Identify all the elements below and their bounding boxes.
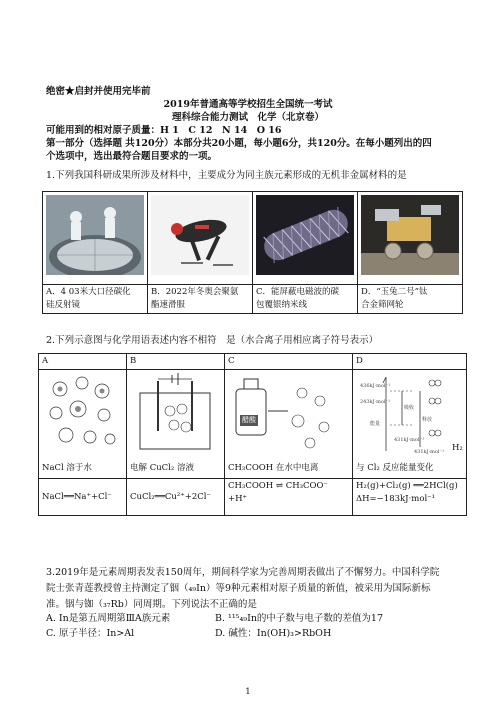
q1-option-c [253,285,358,314]
q2-diagram-c [225,370,353,479]
exam-subtitle: 理科综合能力测试 化学（北京卷） [171,112,324,123]
q2-header-c: C [225,354,353,370]
release-label: 释放 [422,417,433,423]
q1-image-a [43,192,148,285]
energy-label-436: 436kJ·mol⁻¹ [360,383,391,389]
q2-header-d: D [353,354,467,370]
q3-line1: 3.2019年是元素周期表发表150周年，期间科学家为完善周期表做出了不懈努力。中国科学院 [46,567,440,578]
q2-caption-a: NaCl 溶于水 [42,463,92,473]
q3-line3: 准。铟与铷（₃₇Rb）同周期。下列说法不正确的是 [46,599,257,610]
q1-option-c-line1: C．能屏蔽电磁波的碳 [256,287,340,297]
q1-option-a-line2: 硅反射镜 [46,300,81,310]
absorb-label: 吸收 [404,405,415,411]
q3-line2: 院士张青莲教授曾主持测定了铟（₄₉In）等9种元素相对原子质量的新值，被采用为国际新标 [46,583,431,594]
q3-option-b: B. ¹¹⁵₄₉In的中子数与电子数的差值为17 [215,613,384,624]
q1-option-b-line1: B．2022年冬奥会聚氨 [151,287,239,297]
rover-photo [361,195,459,275]
q2-header-a: A [39,354,127,370]
q2-eq-b [127,479,225,516]
q2-eq-c-line2: +H⁺ [228,494,248,504]
q2-table [38,353,467,516]
q1-option-b-line2: 酯速滑服 [151,300,186,310]
q2-diagram-d [353,370,467,479]
q2-header-b: B [127,354,225,370]
q2-eq-c-line1: CH₃COOH ⇌ CH₃COO⁻ [228,481,328,491]
energy-label-431a: 431kJ·mol⁻¹ [394,437,425,443]
q2-stem: 2.下列示意图与化学用语表述内容不相符 是（水合离子用相应离子符号表示） [46,335,379,346]
q2-eq-a-text: NaCl══Na⁺+Cl⁻ [42,491,112,502]
q3-option-c: C. 原子半径：In>Al [46,628,135,639]
energy-label-431b: 431kJ·mol⁻¹ [414,449,445,455]
part1-instructions-2: 个选项中，选出最符合题目要求的一项。 [46,151,218,162]
q1-stem: 1.下列我国科研成果所涉及材料中，主要成分为同主族元素形成的无机非金属材料的是 [46,170,407,181]
q2-eq-d-line1: H₂(g)+Cl₂(g) ══2HCl(g) [356,481,458,491]
q2-caption-c: CH₃COOH 在水中电离 [228,463,319,473]
q2-eq-c [225,479,353,516]
energy-axis-label: 能量 [370,421,381,427]
vinegar-bottle-label: 醋酸 [242,416,256,424]
q3-option-a: A. In是第五周期第ⅢA族元素 [46,613,171,624]
q1-option-d-line2: 合金筛网轮 [361,300,404,310]
q2-diagram-a [39,370,127,479]
q2-eq-d-line2: ΔH=−183kJ·mol⁻¹ [356,494,436,504]
q2-eq-b-text: CuCl₂══Cu²⁺+2Cl⁻ [130,491,211,502]
q2-eq-a [39,479,127,516]
q3-option-d: D. 碱性：In(OH)₃>RbOH [215,628,332,639]
q2-caption-d: 与 Cl₂ 反应能量变化 [356,463,434,473]
q1-option-b [148,285,253,314]
q2-caption-b: 电解 CuCl₂ 溶液 [130,463,195,473]
q1-image-b [148,192,253,285]
d-h2-label: H₂ [452,443,463,453]
q1-option-a-line1: A．4 03米大口径碳化 [46,287,131,297]
q1-image-c [253,192,358,285]
exam-title: 2019年普通高等学校招生全国统一考试 [163,99,333,110]
nanowire-image [256,195,354,275]
page-number: 1 [245,687,251,697]
q1-options-table [42,191,463,314]
q1-option-d-line1: D．“玉兔二号”钛 [361,287,428,297]
electrolysis-diagram [130,371,220,459]
q1-image-d [358,192,463,285]
secret-label: 绝密★启封并使用完毕前 [46,86,151,97]
skater-photo [151,195,249,275]
q1-option-d [358,285,463,314]
nacl-dissolving-diagram [42,371,122,459]
energy-label-243: 243kJ·mol⁻¹ [360,399,391,405]
q2-diagram-b [127,370,225,479]
part1-instructions-1: 第一部分（选择题 共120分）本部分共20小题，每小题6分，共120分。在每小题列出的四 [46,138,432,149]
q1-option-a [43,285,148,314]
mirror-photo [46,195,144,275]
atomic-mass-line: 可能用到的相对原子质量：H 1 C 12 N 14 O 16 [46,125,282,136]
q1-option-c-line2: 包覆银纳米线 [256,300,308,310]
q2-eq-d [353,479,467,516]
